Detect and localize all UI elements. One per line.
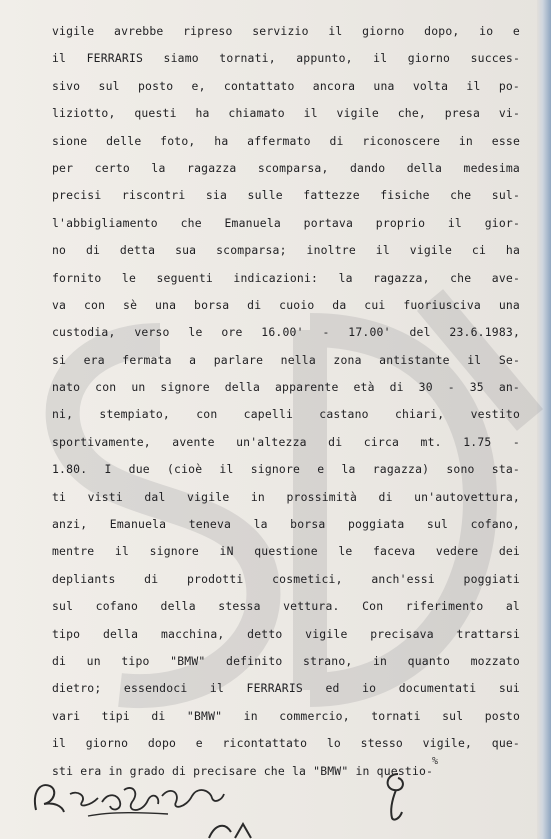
text-line: sul cofano della stessa vettura. Con riferimento al [52, 599, 520, 614]
footer-mark: % [432, 756, 439, 767]
text-line: ni, stempiato, con capelli castano chiari, vestito [52, 407, 520, 422]
text-line: vari tipi di "BMW" in commercio, tornati sul posto [52, 708, 520, 723]
text-line: sportivamente, avente un'altezza di circa mt. 1.75 - [52, 434, 520, 449]
text-line: ti visti dal vigile in prossimità di un'autovettura, [52, 489, 520, 504]
text-line: liziotto, questi ha chiamato il vigile che, presa vi- [52, 106, 520, 121]
text-line: sti era in grado di precisare che la "BMW" in questio- [52, 763, 434, 778]
text-line: sivo sul posto e, contattato ancora una volta il po- [52, 78, 520, 93]
text-line: il giorno dopo e ricontattato lo stesso vigile, que- [52, 736, 520, 751]
text-line: anzi, Emanuela teneva la borsa poggiata sul cofano, [52, 517, 520, 532]
bottom-handwritten-mark [205, 820, 265, 839]
text-line: dietro; essendoci il FERRARIS ed io documentati sui [52, 681, 520, 696]
text-line: va con sè una borsa di cuoio da cui fuoriusciva una [52, 297, 520, 312]
handwritten-initial-right [376, 768, 416, 823]
text-line: di un tipo "BMW" definito strano, in quanto mozzato [52, 653, 520, 668]
text-line: precisi riscontri sia sulle fattezze fisiche che sul- [52, 188, 520, 203]
text-line: vigile avrebbe ripreso servizio il giorno dopo, io e [52, 24, 520, 38]
text-line: l'abbigliamento che Emanuela portava proprio il gior- [52, 215, 520, 230]
text-line: depliants di prodotti cosmetici, anch'essi poggiati [52, 571, 520, 586]
text-line: si era fermata a parlare nella zona antistante il Se- [52, 352, 520, 367]
text-line: fornito le seguenti indicazioni: la ragazza, che ave- [52, 270, 520, 285]
typed-text-body [52, 18, 520, 785]
text-line: nato con un signore della apparente età di 30 - 35 an- [52, 380, 520, 395]
text-line: mentre il signore iN questione le faceva vedere dei [52, 544, 520, 559]
text-line: sione delle foto, ha affermato di riconoscere in esse [52, 133, 520, 148]
text-line: tipo della macchina, detto vigile precisava trattarsi [52, 626, 520, 641]
text-line: custodia, verso le ore 16.00' - 17.00' del 23.6.1983, [52, 325, 520, 340]
handwritten-signature-left [28, 772, 228, 822]
text-line: no di detta sua scomparsa; inoltre il vigile ci ha [52, 243, 520, 258]
text-line: 1.80. I due (cioè il signore e la ragazza) sono sta- [52, 462, 520, 477]
text-line: il FERRARIS siamo tornati, appunto, il giorno succes- [52, 51, 520, 66]
text-line: per certo la ragazza scomparsa, dando della medesima [52, 160, 520, 175]
page-edge-shadow [537, 0, 551, 839]
